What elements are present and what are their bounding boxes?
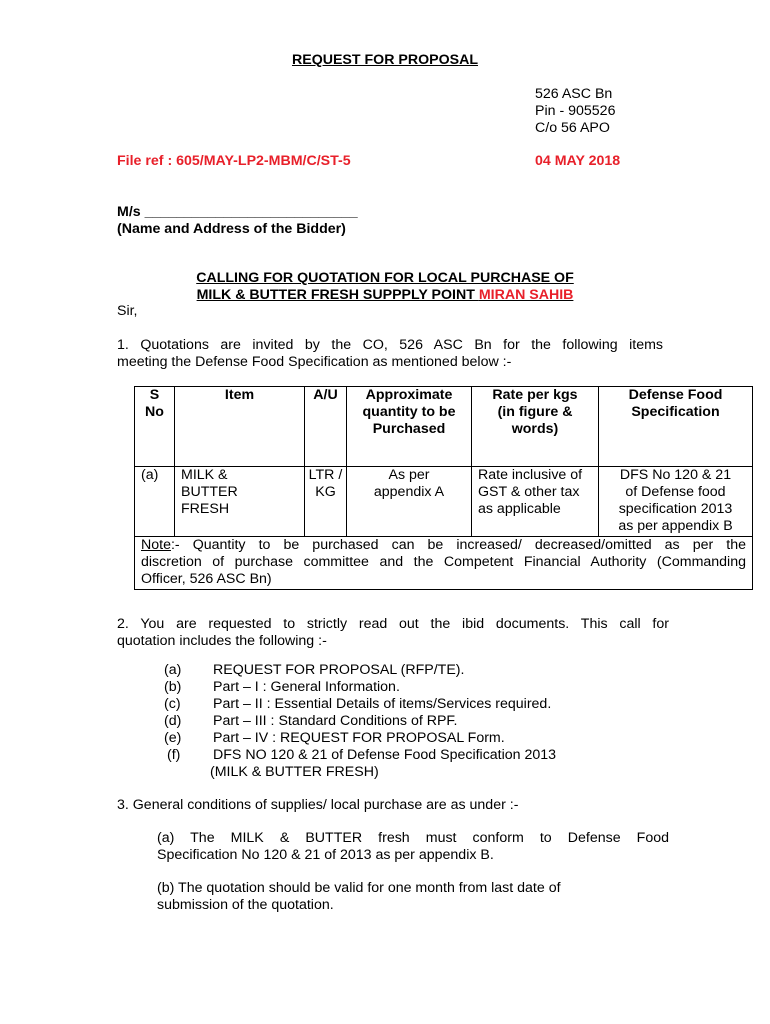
para2-line2: quotation includes the following :- <box>117 633 327 649</box>
cell-text: as per appendix B <box>618 518 733 534</box>
list-item-text: REQUEST FOR PROPOSAL (RFP/TE). <box>213 662 465 678</box>
header-text: Approximate <box>365 387 453 403</box>
location-name: MIRAN SAHIB <box>478 287 574 303</box>
cell-text: specification 2013 <box>618 501 733 517</box>
header-rate <box>472 387 599 467</box>
cell-text: LTR / <box>308 467 343 483</box>
header-text: Purchased <box>372 421 446 437</box>
header-text: Specification <box>631 404 720 420</box>
list-item-label: (a) <box>164 662 182 678</box>
address-line: 526 ASC Bn <box>535 86 613 102</box>
note-row <box>135 537 753 590</box>
list-item-text: Part – III : Standard Conditions of RPF. <box>213 713 458 729</box>
subject-heading-line-1: CALLING FOR QUOTATION FOR LOCAL PURCHASE OF <box>196 270 574 286</box>
note-line-2: discretion of purchase committee and the Competent Financial Authority (Commanding <box>141 554 746 570</box>
header-text: Rate per kgs <box>492 387 578 403</box>
header-text: S <box>149 387 160 403</box>
table-header-row <box>135 387 753 467</box>
para3-line1: 3. General conditions of supplies/ local purchase are as under :- <box>117 797 519 813</box>
para1-line1: 1. Quotations are invited by the CO, 526 ASC Bn for the following items <box>117 337 663 353</box>
document-date: 04 MAY 2018 <box>535 153 621 169</box>
list-item-text: DFS NO 120 & 21 of Defense Food Specification 2013 <box>213 747 557 763</box>
cell-item <box>175 467 305 537</box>
address-line: Pin - 905526 <box>535 103 616 119</box>
header-quantity <box>347 387 472 467</box>
list-item-text: Part – II : Essential Details of items/Services required. <box>213 696 552 712</box>
para3-a-line1: (a) The MILK & BUTTER fresh must conform to Defense Food <box>157 830 669 846</box>
items-table <box>134 386 753 590</box>
note-text: :- Quantity to be purchased can be increased/ decreased/omitted as per the <box>170 537 746 553</box>
cell-text: As per <box>388 467 430 483</box>
header-specification <box>599 387 753 467</box>
subject-heading-text: MILK & BUTTER FRESH SUPPPLY POINT <box>196 287 479 303</box>
header-text: No <box>145 404 164 420</box>
table-row <box>135 467 753 537</box>
para3-b-line2: submission of the quotation. <box>157 897 334 913</box>
cell-text: KG <box>315 484 336 500</box>
note-line-3: Officer, 526 ASC Bn) <box>141 571 272 587</box>
document-list <box>164 662 664 782</box>
subject-heading-line-2 <box>0 287 770 304</box>
cell-quantity <box>347 467 472 537</box>
cell-sno <box>135 467 175 537</box>
header-text: Item <box>224 387 255 403</box>
list-item-text: Part – IV : REQUEST FOR PROPOSAL Form. <box>213 730 505 746</box>
cell-text: as applicable <box>478 501 561 517</box>
header-sno <box>135 387 175 467</box>
subject-heading <box>0 270 770 304</box>
bidder-label: (Name and Address of the Bidder) <box>117 221 346 237</box>
address-line: C/o 56 APO <box>535 120 610 136</box>
cell-text: (a) <box>141 467 159 483</box>
header-au <box>305 387 347 467</box>
cell-au <box>305 467 347 537</box>
cell-text: MILK & <box>181 467 228 483</box>
list-item-label: (c) <box>164 696 181 712</box>
list-item-text: Part – I : General Information. <box>213 679 400 695</box>
salutation: Sir, <box>117 303 138 319</box>
para2-line1: 2. You are requested to strictly read out the ibid documents. This call for <box>117 616 669 632</box>
bidder-name-line: M/s ___________________________ <box>117 204 358 220</box>
address-block <box>535 86 615 137</box>
para3-b-line1: (b) The quotation should be valid for one month from last date of <box>157 880 561 896</box>
list-item-label: (e) <box>164 730 182 746</box>
list-item-label: (d) <box>164 713 182 729</box>
note-label: Note <box>141 537 171 553</box>
cell-text: of Defense food <box>625 484 726 500</box>
list-item-label: (f) <box>167 747 181 763</box>
header-item <box>175 387 305 467</box>
cell-specification <box>599 467 753 537</box>
header-text: (in figure & <box>497 404 573 420</box>
cell-text: Rate inclusive of <box>478 467 583 483</box>
para1-line2: meeting the Defense Food Specification as mentioned below :- <box>117 354 512 370</box>
list-item-label: (b) <box>164 679 182 695</box>
para3-a-line2: Specification No 120 & 21 of 2013 as per appendix B. <box>157 847 494 863</box>
list-item-text: (MILK & BUTTER FRESH) <box>210 764 379 780</box>
file-reference: File ref : 605/MAY-LP2-MBM/C/ST-5 <box>117 153 351 169</box>
note-cell <box>135 537 753 590</box>
header-text: quantity to be <box>362 404 456 420</box>
document-title: REQUEST FOR PROPOSAL <box>291 52 479 68</box>
cell-text: BUTTER <box>181 484 238 500</box>
header-text: Defense Food <box>628 387 723 403</box>
header-text: words) <box>511 421 559 437</box>
cell-text: GST & other tax <box>478 484 580 500</box>
cell-text: DFS No 120 & 21 <box>619 467 732 483</box>
note-line-1 <box>141 537 746 554</box>
cell-text: appendix A <box>373 484 445 500</box>
cell-text: FRESH <box>181 501 230 517</box>
cell-rate <box>472 467 599 537</box>
header-text: A/U <box>313 387 338 403</box>
